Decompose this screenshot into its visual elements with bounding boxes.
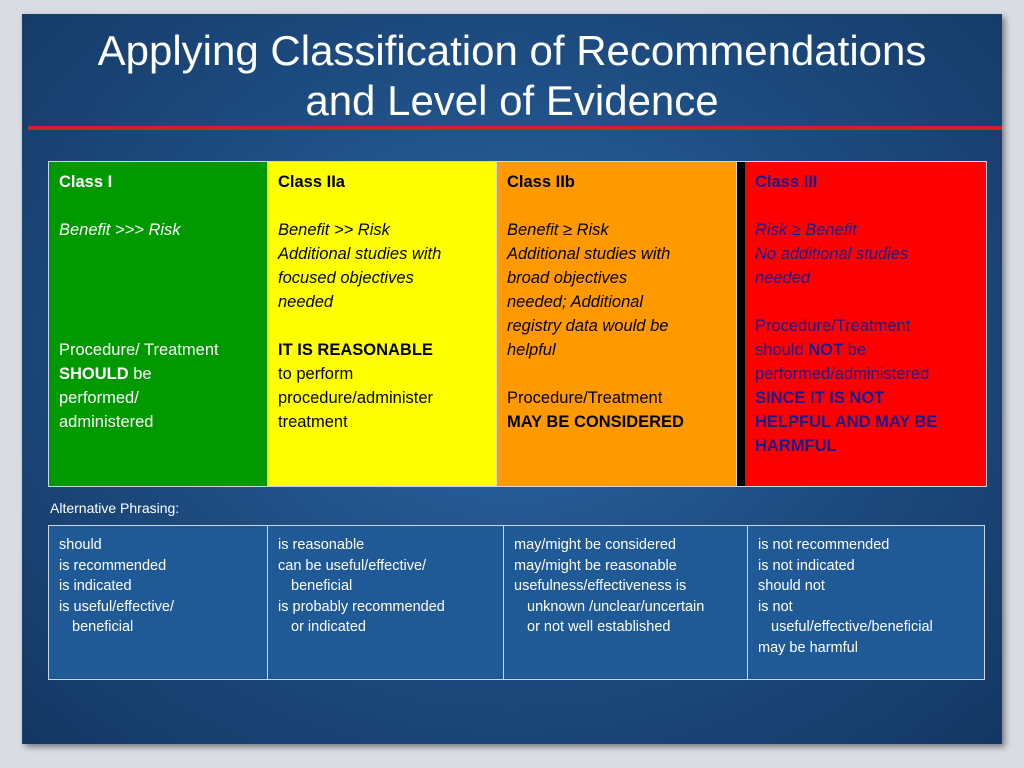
slide (22, 14, 1002, 744)
title-line-2: and Level of Evidence (305, 77, 719, 124)
alternative-phrasing-label: Alternative Phrasing: (50, 500, 180, 516)
alt-col-class-i (49, 526, 268, 679)
class-i-name: Class I (59, 173, 113, 191)
alt-line: is useful/effective/ (59, 598, 174, 615)
class-i-action: Procedure/ Treatment SHOULD be performed/ administered (59, 341, 219, 431)
alt-line: should not (758, 578, 825, 594)
alt-line: unknown /unclear/uncertain (527, 598, 705, 615)
alt-line: usefulness/effectiveness is (514, 578, 687, 594)
class-table (48, 161, 987, 487)
column-divider (737, 162, 745, 486)
alt-line: may/might be reasonable (514, 557, 677, 574)
alt-line: is not (758, 598, 793, 615)
class-iii-action: Procedure/Treatment should NOT be performed/administered SINCE IT IS NOT HELPFUL AND MAY BE HARMFUL (755, 317, 938, 455)
class-iia-name: Class IIa (278, 173, 345, 191)
alt-line: is indicated (59, 578, 132, 594)
alt-line: or indicated (291, 619, 366, 635)
class-iii-benefit: Risk ≥ Benefit No additional studies needed (755, 221, 909, 287)
class-iib-benefit: Benefit ≥ Risk Additional studies with broad objectives needed; Additional registry data would be helpful (507, 221, 671, 359)
title-divider (28, 126, 1002, 130)
class-i-benefit: Benefit >>> Risk (59, 221, 181, 239)
alt-line: is not recommended (758, 537, 890, 553)
alt-line: or not well established (527, 619, 671, 635)
alt-line: is not indicated (758, 557, 855, 574)
class-iia-action: IT IS REASONABLE to perform procedure/administer treatment (278, 341, 433, 431)
class-iia-benefit: Benefit >> Risk Additional studies with focused objectives needed (278, 221, 442, 311)
class-iii-cell (745, 162, 986, 486)
alt-line: may/might be considered (514, 537, 676, 553)
alt-line: is reasonable (278, 537, 365, 553)
alt-line: useful/effective/beneficial (771, 619, 933, 635)
class-i-cell (49, 162, 268, 486)
slide-title (22, 26, 1002, 126)
alt-line: should (59, 537, 102, 553)
alt-line: can be useful/effective/ (278, 557, 427, 574)
alt-line: may be harmful (758, 639, 858, 656)
class-iia-cell (268, 162, 497, 486)
class-iib-cell (497, 162, 737, 486)
alt-col-class-iii (748, 526, 984, 679)
alt-col-class-iia (268, 526, 504, 679)
alt-line: is recommended (59, 557, 167, 574)
title-line-1: Applying Classification of Recommendations (97, 27, 927, 74)
alt-line: beneficial (72, 619, 134, 635)
alt-line: beneficial (291, 578, 353, 594)
alt-line: is probably recommended (278, 598, 445, 615)
alt-col-class-iib (504, 526, 748, 679)
class-iib-action: Procedure/Treatment MAY BE CONSIDERED (507, 389, 684, 431)
class-iii-name: Class III (755, 173, 818, 191)
alternative-phrasing-table (48, 525, 985, 680)
class-iib-name: Class IIb (507, 173, 575, 191)
